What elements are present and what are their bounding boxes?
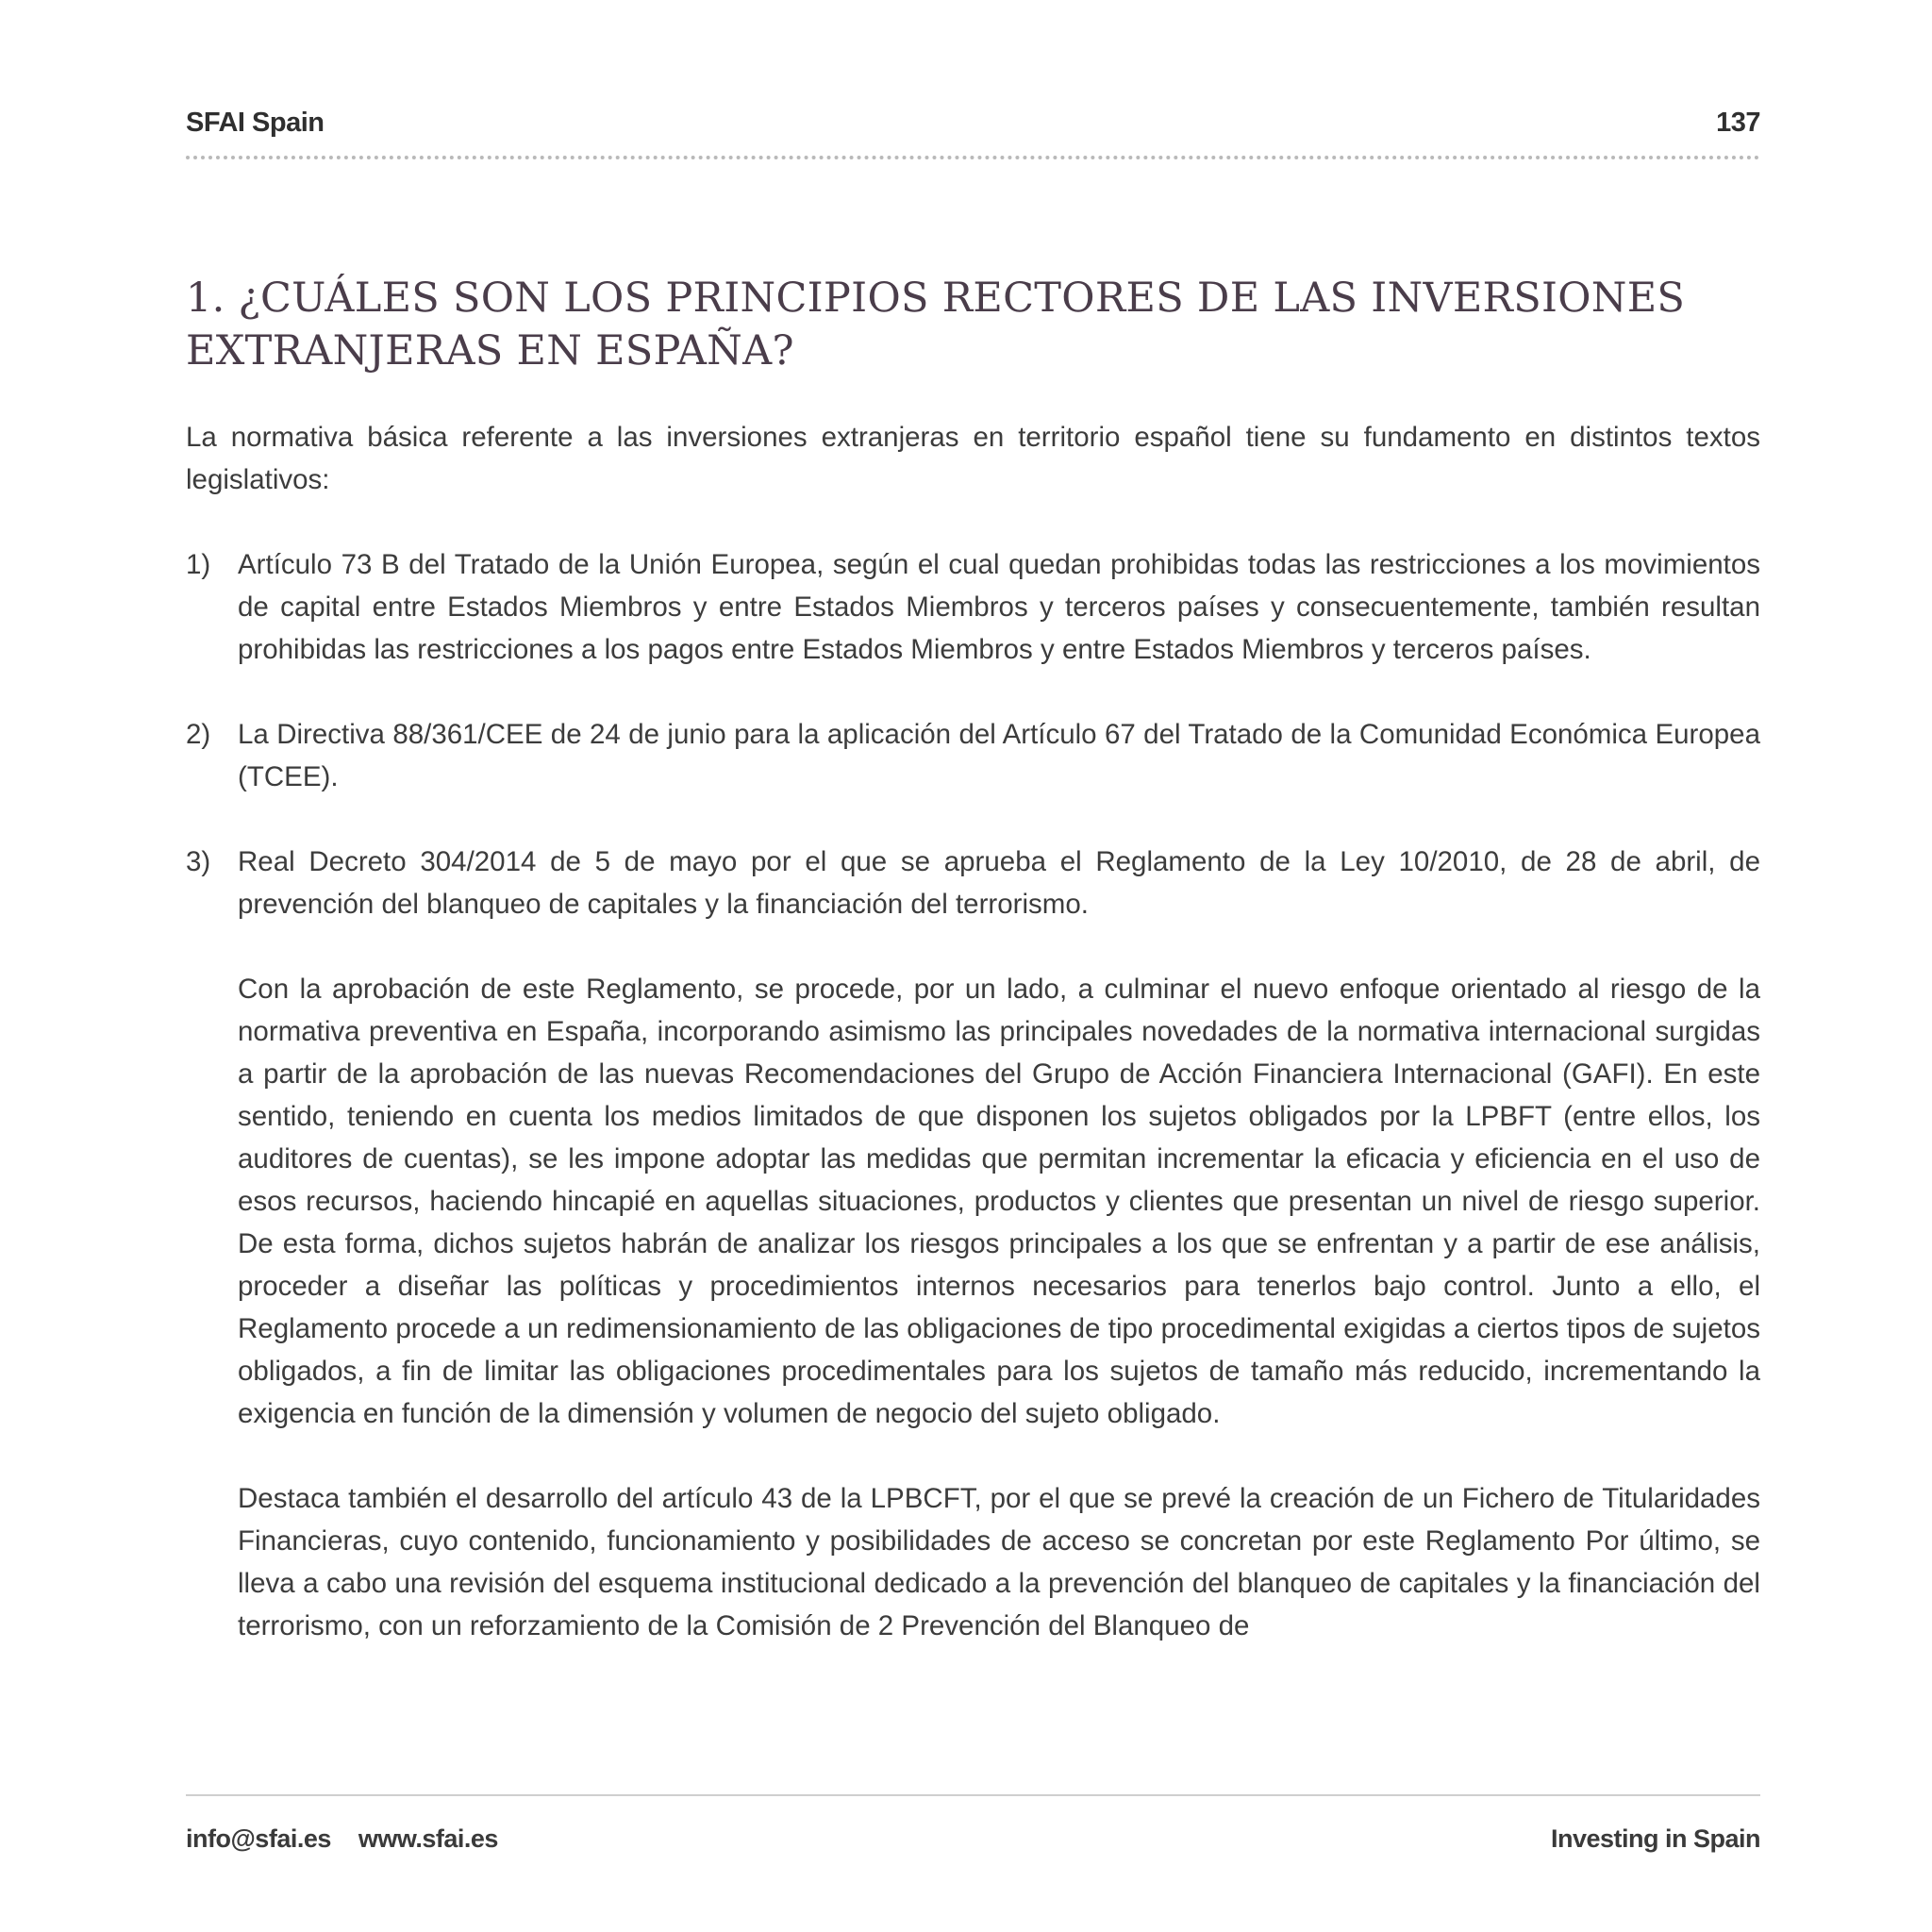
header-divider bbox=[186, 156, 1760, 159]
list-item-text: Real Decreto 304/2014 de 5 de mayo por el que se aprueba el Reglamento de la Ley 10/2010, de 28 de abril, de prevención del blanqueo de capitales y la financiación del terrorismo. bbox=[238, 846, 1760, 920]
list-item-number: 1) bbox=[186, 549, 211, 580]
list-item bbox=[186, 713, 1760, 798]
page-number: 137 bbox=[1716, 108, 1760, 138]
footer-email-link[interactable]: info@sfai.es bbox=[186, 1824, 331, 1853]
list-item-number: 3) bbox=[186, 846, 211, 877]
header-publisher: SFAI Spain bbox=[186, 108, 325, 138]
sub-paragraph: Con la aprobación de este Reglamento, se procede, por un lado, a culminar el nuevo enfoque orientado al riesgo de la normativa preventiva en España, incorporando asimismo las principales novedades de la normativa internacional surgidas a partir de la aprobación de las nuevas Recomendaciones del Grupo de Acción Financiera Internacional (GAFI). En este sentido, teniendo en cuenta los medios limitados de que disponen los sujetos obligados por la LPBFT (entre ellos, los auditores de cuentas), se les impone adoptar las medidas que permitan incrementar la eficacia y eficiencia en el uso de esos recursos, haciendo hincapié en aquellas situaciones, productos y clientes que presentan un nivel de riesgo superior. De esta forma, dichos sujetos habrán de analizar los riesgos principales a los que se enfrentan y a partir de ese análisis, proceder a diseñar las políticas y procedimientos internos necesarios para tenerlos bajo control. Junto a ello, el Reglamento procede a un redimensionamiento de las obligaciones de tipo procedimental exigidas a ciertos tipos de sujetos obligados, a fin de limitar las obligaciones procedimentales para los sujetos de tamaño más reducido, incrementando la exigencia en función de la dimensión y volumen de negocio del sujeto obligado. bbox=[238, 974, 1760, 1429]
footer-website-link[interactable]: www.sfai.es bbox=[358, 1824, 498, 1853]
list-item-number: 2) bbox=[186, 719, 211, 750]
footer-publication-title: Investing in Spain bbox=[1550, 1824, 1760, 1853]
list-item-text: Artículo 73 B del Tratado de la Unión Europea, según el cual quedan prohibidas todas las restricciones a los movimientos de capital entre Estados Miembros y entre Estados Miembros y terceros países y consecuentemente, también resultan prohibidas las restricciones a los pagos entre Estados Miembros y entre Estados Miembros y terceros países. bbox=[238, 549, 1760, 665]
page-footer bbox=[186, 1824, 1760, 1854]
footer-contact bbox=[186, 1824, 498, 1854]
list-item-text: La Directiva 88/361/CEE de 24 de junio para la aplicación del Artículo 67 del Tratado de la Comunidad Económica Europea (TCEE). bbox=[238, 719, 1760, 792]
sub-paragraph: Destaca también el desarrollo del artículo 43 de la LPBCFT, por el que se prevé la creación de un Fichero de Titularidades Financieras, cuyo contenido, funcionamiento y posibilidades de acceso se concretan por este Reglamento Por último, se lleva a cabo una revisión del esquema institucional dedicado a la prevención del blanqueo de capitales y la financiación del terrorismo, con un reforzamiento de la Comisión de 2 Prevención del Blanqueo de bbox=[238, 1483, 1760, 1641]
page-header bbox=[186, 108, 1760, 139]
body-content bbox=[186, 416, 1760, 1690]
intro-paragraph: La normativa básica referente a las inversiones extranjeras en territorio español tiene su fundamento en distintos textos legislativos: bbox=[186, 422, 1760, 495]
section-title: 1. ¿CUÁLES SON LOS PRINCIPIOS RECTORES DE LAS INVERSIONES EXTRANJERAS EN ESPAÑA? bbox=[186, 275, 1686, 375]
footer-divider bbox=[186, 1794, 1760, 1796]
list-item bbox=[186, 543, 1760, 671]
list-item bbox=[186, 841, 1760, 1647]
